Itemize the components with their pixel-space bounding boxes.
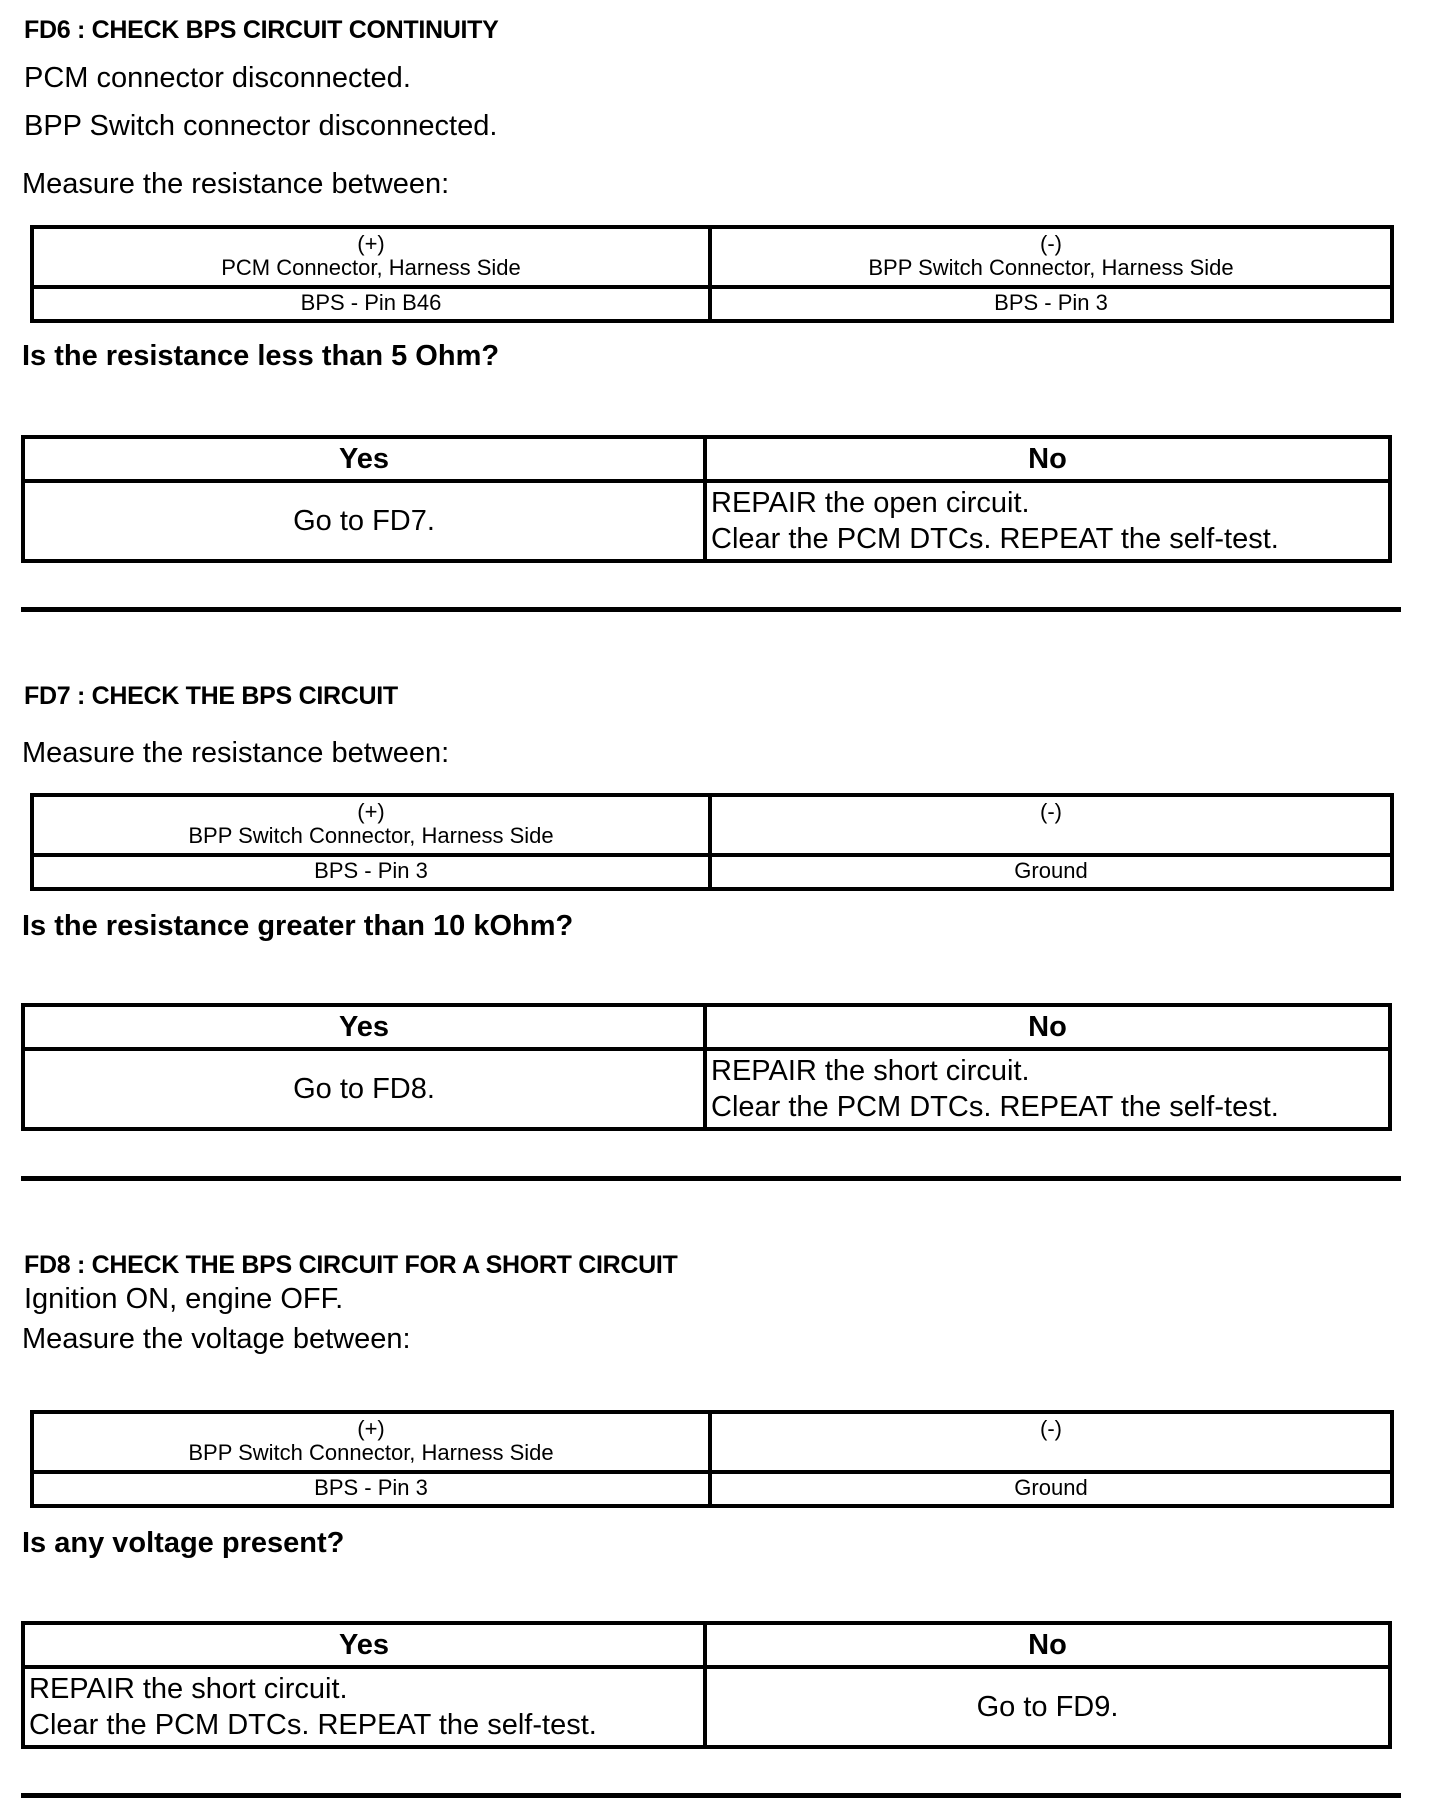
yes-action (25, 1051, 707, 1127)
instruction-text: Measure the resistance between: (22, 168, 450, 200)
yes-action (25, 1669, 707, 1745)
no-action-text: Go to FD9. (976, 1691, 1119, 1723)
no-header: No (1028, 1011, 1067, 1043)
negative-probe-header (712, 797, 1390, 853)
section-divider (21, 607, 1401, 612)
measurement-table (30, 1410, 1394, 1508)
yes-action-text: Go to FD7. (293, 505, 435, 537)
condition-text: Ignition ON, engine OFF. (24, 1283, 344, 1315)
measurement-table (30, 225, 1394, 323)
connector-label: BPP Switch Connector, Harness Side (868, 255, 1234, 280)
yes-header: Yes (25, 1625, 707, 1665)
no-action-line: Clear the PCM DTCs. REPEAT the self-test. (711, 1091, 1279, 1123)
negative-sign: (-) (1040, 1416, 1062, 1441)
yes-action-text: Go to FD8. (293, 1073, 435, 1105)
yes-header: Yes (25, 1007, 707, 1047)
no-action (707, 483, 1388, 559)
negative-sign: (-) (1040, 231, 1062, 256)
yes-header: Yes (25, 439, 707, 479)
positive-sign: (+) (357, 1416, 385, 1441)
positive-pin: BPS - Pin B46 (34, 289, 712, 319)
question-text: Is the resistance greater than 10 kOhm? (22, 910, 574, 942)
condition-text: PCM connector disconnected. (24, 62, 411, 94)
no-header: No (1028, 1629, 1067, 1661)
negative-pin: Ground (1014, 858, 1088, 883)
connector-label: BPP Switch Connector, Harness Side (188, 823, 554, 848)
section-divider (21, 1176, 1401, 1181)
answer-table (21, 1003, 1392, 1131)
section-divider (21, 1793, 1401, 1798)
question-text: Is the resistance less than 5 Ohm? (22, 340, 500, 372)
instruction-text: Measure the voltage between: (22, 1323, 411, 1355)
no-action (707, 1051, 1388, 1127)
positive-probe-header (34, 1414, 712, 1470)
positive-pin: BPS - Pin 3 (34, 1474, 712, 1504)
measurement-table (30, 793, 1394, 891)
no-action-line: REPAIR the open circuit. (711, 487, 1030, 519)
connector-label: BPP Switch Connector, Harness Side (188, 1440, 554, 1465)
condition-text: BPP Switch connector disconnected. (24, 110, 498, 142)
yes-action (25, 483, 707, 559)
yes-action-line: REPAIR the short circuit. (29, 1673, 348, 1705)
no-action-line: Clear the PCM DTCs. REPEAT the self-test. (711, 523, 1279, 555)
positive-sign: (+) (357, 231, 385, 256)
negative-pin: BPS - Pin 3 (994, 290, 1108, 315)
step-title: FD6 : CHECK BPS CIRCUIT CONTINUITY (24, 16, 499, 44)
negative-pin: Ground (1014, 1475, 1088, 1500)
step-title: FD7 : CHECK THE BPS CIRCUIT (24, 682, 398, 710)
question-text: Is any voltage present? (22, 1527, 345, 1559)
no-header: No (1028, 443, 1067, 475)
negative-sign: (-) (1040, 799, 1062, 824)
connector-label: PCM Connector, Harness Side (221, 255, 521, 280)
instruction-text: Measure the resistance between: (22, 737, 450, 769)
step-title: FD8 : CHECK THE BPS CIRCUIT FOR A SHORT CIRCUIT (24, 1251, 678, 1279)
yes-action-line: Clear the PCM DTCs. REPEAT the self-test. (29, 1709, 597, 1741)
positive-probe-header (34, 797, 712, 853)
negative-probe-header (712, 229, 1390, 285)
negative-probe-header (712, 1414, 1390, 1470)
answer-table (21, 435, 1392, 563)
no-action (707, 1669, 1388, 1745)
answer-table (21, 1621, 1392, 1749)
positive-sign: (+) (357, 799, 385, 824)
no-action-line: REPAIR the short circuit. (711, 1055, 1030, 1087)
positive-pin: BPS - Pin 3 (34, 857, 712, 887)
positive-probe-header (34, 229, 712, 285)
